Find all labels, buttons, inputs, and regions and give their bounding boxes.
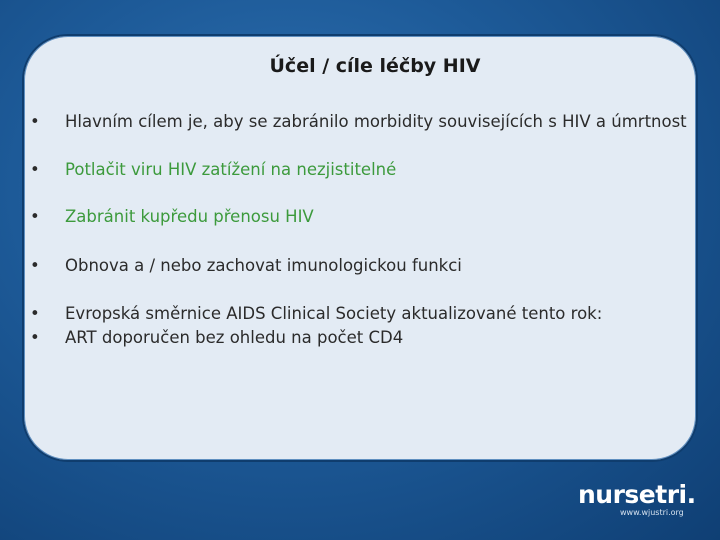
logo-name: nursetri xyxy=(578,480,687,509)
content-panel xyxy=(22,34,698,462)
nursetri-logo xyxy=(578,480,696,509)
bullet-item xyxy=(30,160,396,179)
bullet-text: Evropská směrnice AIDS Clinical Society aktualizované tento rok: xyxy=(65,304,603,323)
bullet-item xyxy=(30,256,462,275)
bullet-marker: • xyxy=(30,256,40,275)
logo-url: www.wjustri.org xyxy=(620,508,684,517)
bullet-text: Potlačit viru HIV zatížení na nezjistitelné xyxy=(65,160,397,179)
logo-dot: . xyxy=(686,480,696,509)
bullet-item xyxy=(30,304,602,323)
bullet-marker: • xyxy=(30,207,40,226)
bullet-item xyxy=(30,328,403,347)
bullet-marker: • xyxy=(30,112,40,131)
bullet-marker: • xyxy=(30,328,40,347)
bullet-text: Zabránit kupředu přenosu HIV xyxy=(65,207,314,226)
bullet-marker: • xyxy=(30,304,40,323)
bullet-item xyxy=(30,112,687,131)
bullet-text: Obnova a / nebo zachovat imunologickou funkci xyxy=(65,256,462,275)
bullet-marker: • xyxy=(30,160,40,179)
slide-title: Účel / cíle léčby HIV xyxy=(269,55,481,77)
bullet-item xyxy=(30,207,314,226)
bullet-text: ART doporučen bez ohledu na počet CD4 xyxy=(65,328,404,347)
bullet-text: Hlavním cílem je, aby se zabránilo morbidity souvisejících s HIV a úmrtnost xyxy=(65,112,687,131)
